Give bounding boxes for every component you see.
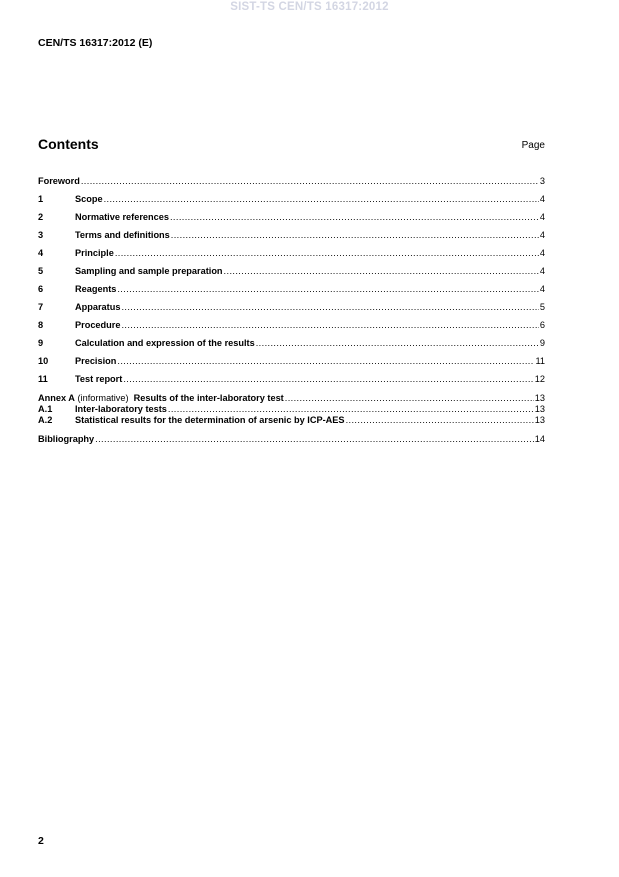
toc-entry-title: Precision xyxy=(75,356,117,366)
contents-heading: Contents xyxy=(38,136,99,152)
toc-entry-sampling[interactable] xyxy=(38,265,545,277)
toc-entry-title: Test report xyxy=(75,374,123,384)
page-column-label: Page xyxy=(521,140,545,151)
toc-entry-title: Procedure xyxy=(75,320,121,330)
toc-entry-page: 4 xyxy=(539,194,545,204)
toc-entry-number: 10 xyxy=(38,356,49,366)
toc-entry-normative-references[interactable] xyxy=(38,211,545,223)
toc-entry-scope[interactable] xyxy=(38,193,545,205)
toc-entry-title: Principle xyxy=(75,248,114,258)
toc-leader-dots xyxy=(115,248,539,259)
toc-entry-number: 8 xyxy=(38,320,44,330)
toc-entry-title: Statistical results for the determination of arsenic by ICP-AES xyxy=(75,415,345,425)
annex-title: Results of the inter-laboratory test xyxy=(133,393,284,403)
toc-entry-page: 4 xyxy=(539,248,545,258)
document-identifier: CEN/TS 16317:2012 (E) xyxy=(38,37,153,49)
toc-leader-dots xyxy=(171,230,539,241)
toc-entry-foreword[interactable] xyxy=(38,175,545,187)
toc-entry-a2[interactable] xyxy=(38,414,545,426)
toc-leader-dots xyxy=(95,434,534,445)
toc-leader-dots xyxy=(117,284,539,295)
toc-leader-dots xyxy=(121,302,538,313)
toc-entry-title: Apparatus xyxy=(75,302,121,312)
toc-leader-dots xyxy=(104,194,539,205)
toc-entry-page: 11 xyxy=(535,356,545,366)
toc-entry-number: A.1 xyxy=(38,404,53,414)
toc-entry-page: 14 xyxy=(534,434,545,444)
annex-type: (informative) xyxy=(74,393,134,403)
toc-entry-test-report[interactable] xyxy=(38,373,545,385)
toc-leader-dots xyxy=(81,176,539,187)
toc-entry-calculation[interactable] xyxy=(38,337,545,349)
toc-entry-number: 4 xyxy=(38,248,44,258)
toc-entry-reagents[interactable] xyxy=(38,283,545,295)
toc-entry-page: 4 xyxy=(539,230,545,240)
toc-leader-dots xyxy=(224,266,539,277)
toc-entry-title: Sampling and sample preparation xyxy=(75,266,223,276)
toc-entry-title: Bibliography xyxy=(38,434,95,444)
toc-entry-page: 4 xyxy=(539,266,545,276)
toc-entry-number: 1 xyxy=(38,194,44,204)
toc-entry-page: 13 xyxy=(534,415,545,425)
toc-entry-title: Scope xyxy=(75,194,103,204)
toc-leader-dots xyxy=(123,374,533,385)
watermark: SIST-TS CEN/TS 16317:2012 xyxy=(230,1,389,13)
toc-entry-number: 3 xyxy=(38,230,44,240)
toc-entry-page: 3 xyxy=(539,176,545,186)
toc-entry-principle[interactable] xyxy=(38,247,545,259)
toc-entry-page: 6 xyxy=(539,320,545,330)
toc-entry-title: Inter-laboratory tests xyxy=(75,404,167,414)
toc-entry-bibliography[interactable] xyxy=(38,433,545,445)
toc-entry-number: 6 xyxy=(38,284,44,294)
toc-entry-page: 13 xyxy=(534,393,545,403)
toc-entry-title: Terms and definitions xyxy=(75,230,170,240)
toc-entry-page: 9 xyxy=(539,338,545,348)
toc-entry-number: 9 xyxy=(38,338,44,348)
toc-entry-number: 11 xyxy=(38,374,48,384)
toc-entry-page: 4 xyxy=(539,284,545,294)
toc-leader-dots xyxy=(170,212,539,223)
toc-entry-number: 7 xyxy=(38,302,44,312)
toc-leader-dots xyxy=(121,320,538,331)
page-number: 2 xyxy=(38,835,44,847)
toc-entry-title: Calculation and expression of the results xyxy=(75,338,255,348)
toc-entry-number: 2 xyxy=(38,212,44,222)
toc-entry-number: 5 xyxy=(38,266,44,276)
toc-entry-precision[interactable] xyxy=(38,355,545,367)
toc-entry-title: Normative references xyxy=(75,212,169,222)
toc-entry-apparatus[interactable] xyxy=(38,301,545,313)
toc-entry-title: Reagents xyxy=(75,284,117,294)
toc-entry-procedure[interactable] xyxy=(38,319,545,331)
toc-entry-terms-and-definitions[interactable] xyxy=(38,229,545,241)
toc-entry-number: A.2 xyxy=(38,415,53,425)
toc-leader-dots xyxy=(256,338,539,349)
toc-leader-dots xyxy=(346,415,534,426)
annex-label: Annex A xyxy=(38,393,75,403)
toc-entry-page: 12 xyxy=(534,374,545,384)
toc-leader-dots xyxy=(117,356,534,367)
toc-entry-page: 4 xyxy=(539,212,545,222)
toc-entry-page: 5 xyxy=(539,302,545,312)
toc-entry-title: Foreword xyxy=(38,176,80,186)
toc-entry-page: 13 xyxy=(534,404,545,414)
